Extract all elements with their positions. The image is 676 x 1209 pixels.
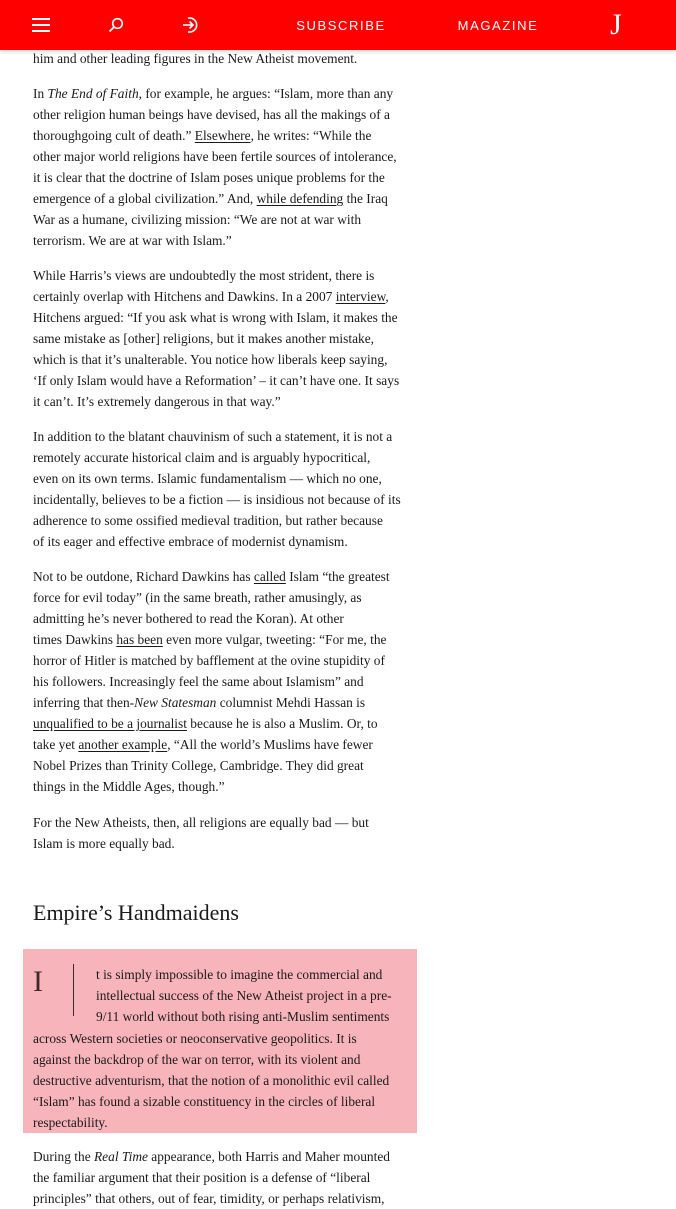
paragraph-line: 9/11 world without both rising anti-Muslim sentiments [96,1009,390,1024]
search-icon [108,17,124,33]
logo[interactable] [600,0,632,50]
subscribe-label: SUBSCRIBE [296,17,386,33]
paragraph-line: the familiar argument that their position is a defense of “liberal [33,1170,371,1185]
paragraph-line: Not to be outdone, Richard Dawkins has called Islam “the greatest [33,569,390,584]
paragraph-line: ‘If only Islam would have a Reformation’ – it can’t have one. It says [33,373,400,388]
paragraph-line: adherence to some ossified medieval tradition, but rather because [33,513,383,528]
elsewhere-link[interactable]: Elsewhere [194,128,251,143]
drop-cap-divider [73,964,74,1016]
called-link[interactable]: called [253,569,286,584]
paragraph-line: force for evil today” (in the same breath, rather amusingly, as [33,590,362,605]
paragraph-line: unqualified to be a journalist because he is also a Muslim. Or, to [33,716,378,731]
paragraph-line: Islam is more equally bad. [33,836,175,851]
publication-title: New Statesman [134,695,217,710]
magazine-link[interactable] [455,0,541,50]
paragraph-line: take yet another example, “All the world’s Muslims have fewer [33,737,373,752]
paragraph-line: During the Real Time appearance, both Harris and Maher mounted [33,1149,390,1164]
paragraph-line: admitting he’s never bothered to read the Koran). At other [33,611,344,626]
paragraph-line: it is clear that the doctrine of Islam poses unique problems for the [33,170,385,185]
login-button[interactable] [174,0,208,50]
paragraph-line: emergence of a global civilization.” And, while defending the Iraq [33,191,388,206]
paragraph-line: destructive adventurism, that the notion of a monolithic evil called [33,1073,390,1088]
paragraph-line: other major world religions have been fertile sources of intolerance, [33,149,397,164]
paragraph-line: While Harris’s views are undoubtedly the most strident, there is [33,268,375,283]
paragraph-line: intellectual success of the New Atheist project in a pre- [96,988,392,1003]
paragraph-line: things in the Middle Ages, though.” [33,779,225,794]
paragraph-line: it can’t. It’s extremely dangerous in that way.” [33,394,281,409]
paragraph-line: his followers. Increasingly feel the same about Islamism” and [33,674,364,689]
paragraph-line: “Islam” has found a sizable constituency in the circles of liberal [33,1094,376,1109]
paragraph-line: remotely accurate historical claim and is arguably hypocritical, [33,450,371,465]
paragraph-line: him and other leading figures in the New Atheist movement. [33,51,358,66]
interview-link[interactable]: interview [335,289,386,304]
paragraph-line: other religion human beings have devised, has all the makings of a [33,107,390,122]
paragraph-line: War as a humane, civilizing mission: “We are not at war with [33,212,362,227]
subscribe-link[interactable] [296,0,386,50]
paragraph-line: even on its own terms. Islamic fundamentalism — which no one, [33,471,382,486]
paragraph-line: principles” that others, out of fear, timidity, or perhaps relativism, [33,1191,385,1206]
paragraph-line: certainly overlap with Hitchens and Dawkins. In a 2007 interview, [33,289,389,304]
paragraph-line: same mistake as [other] religions, but it makes another mistake, [33,331,374,346]
paragraph-line: incidentally, believes to be a fiction — is insidious not because of its [33,492,401,507]
menu-icon [32,18,50,32]
search-button[interactable] [100,0,132,50]
drop-cap: I [33,965,43,998]
paragraph-line: against the backdrop of the war on terror, with its violent and [33,1052,361,1067]
book-title: The End of Faith [47,86,139,101]
paragraph-line: terrorism. We are at war with Islam.” [33,233,232,248]
paragraph-line: Hitchens argued: “If you ask what is wrong with Islam, it makes the [33,310,398,325]
paragraph-line: horror of Hitler is matched by bafflement at the ovine stupidity of [33,653,385,668]
paragraph-line: For the New Atheists, then, all religions are equally bad — but [33,815,369,830]
paragraph-line: thoroughgoing cult of death.” Elsewhere, he writes: “While the [33,128,372,143]
logo-letter: J [610,8,622,41]
has-been-link[interactable]: has been [116,632,163,647]
paragraph-line: across Western societies or neoconservative geopolitics. It is [33,1031,357,1046]
login-icon [182,16,200,34]
section-heading: Empire’s Handmaidens [33,900,239,925]
paragraph-line: inferring that then-New Statesman columnist Mehdi Hassan is [33,695,366,710]
paragraph-line: of its eager and effective embrace of modernist dynamism. [33,534,348,549]
paragraph-line: t is simply impossible to imagine the commercial and [96,967,383,982]
top-nav-bar [0,0,676,50]
while-defending-link[interactable]: while defending [256,191,344,206]
another-example-link[interactable]: another example [78,737,168,752]
paragraph-line: which is that it’s unalterable. You notice how liberals keep saying, [33,352,388,367]
show-title: Real Time [94,1149,148,1164]
unqualified-link[interactable]: unqualified to be a journalist [33,716,187,731]
magazine-label: MAGAZINE [457,17,539,33]
menu-button[interactable] [22,0,60,50]
paragraph-line: times Dawkins has been even more vulgar, tweeting: “For me, the [33,632,387,647]
paragraph-line: respectability. [33,1115,108,1130]
paragraph-line: In The End of Faith, for example, he argues: “Islam, more than any [33,86,394,101]
paragraph-line: Nobel Prizes than Trinity College, Cambridge. They did great [33,758,364,773]
paragraph-line: In addition to the blatant chauvinism of such a statement, it is not a [33,429,393,444]
